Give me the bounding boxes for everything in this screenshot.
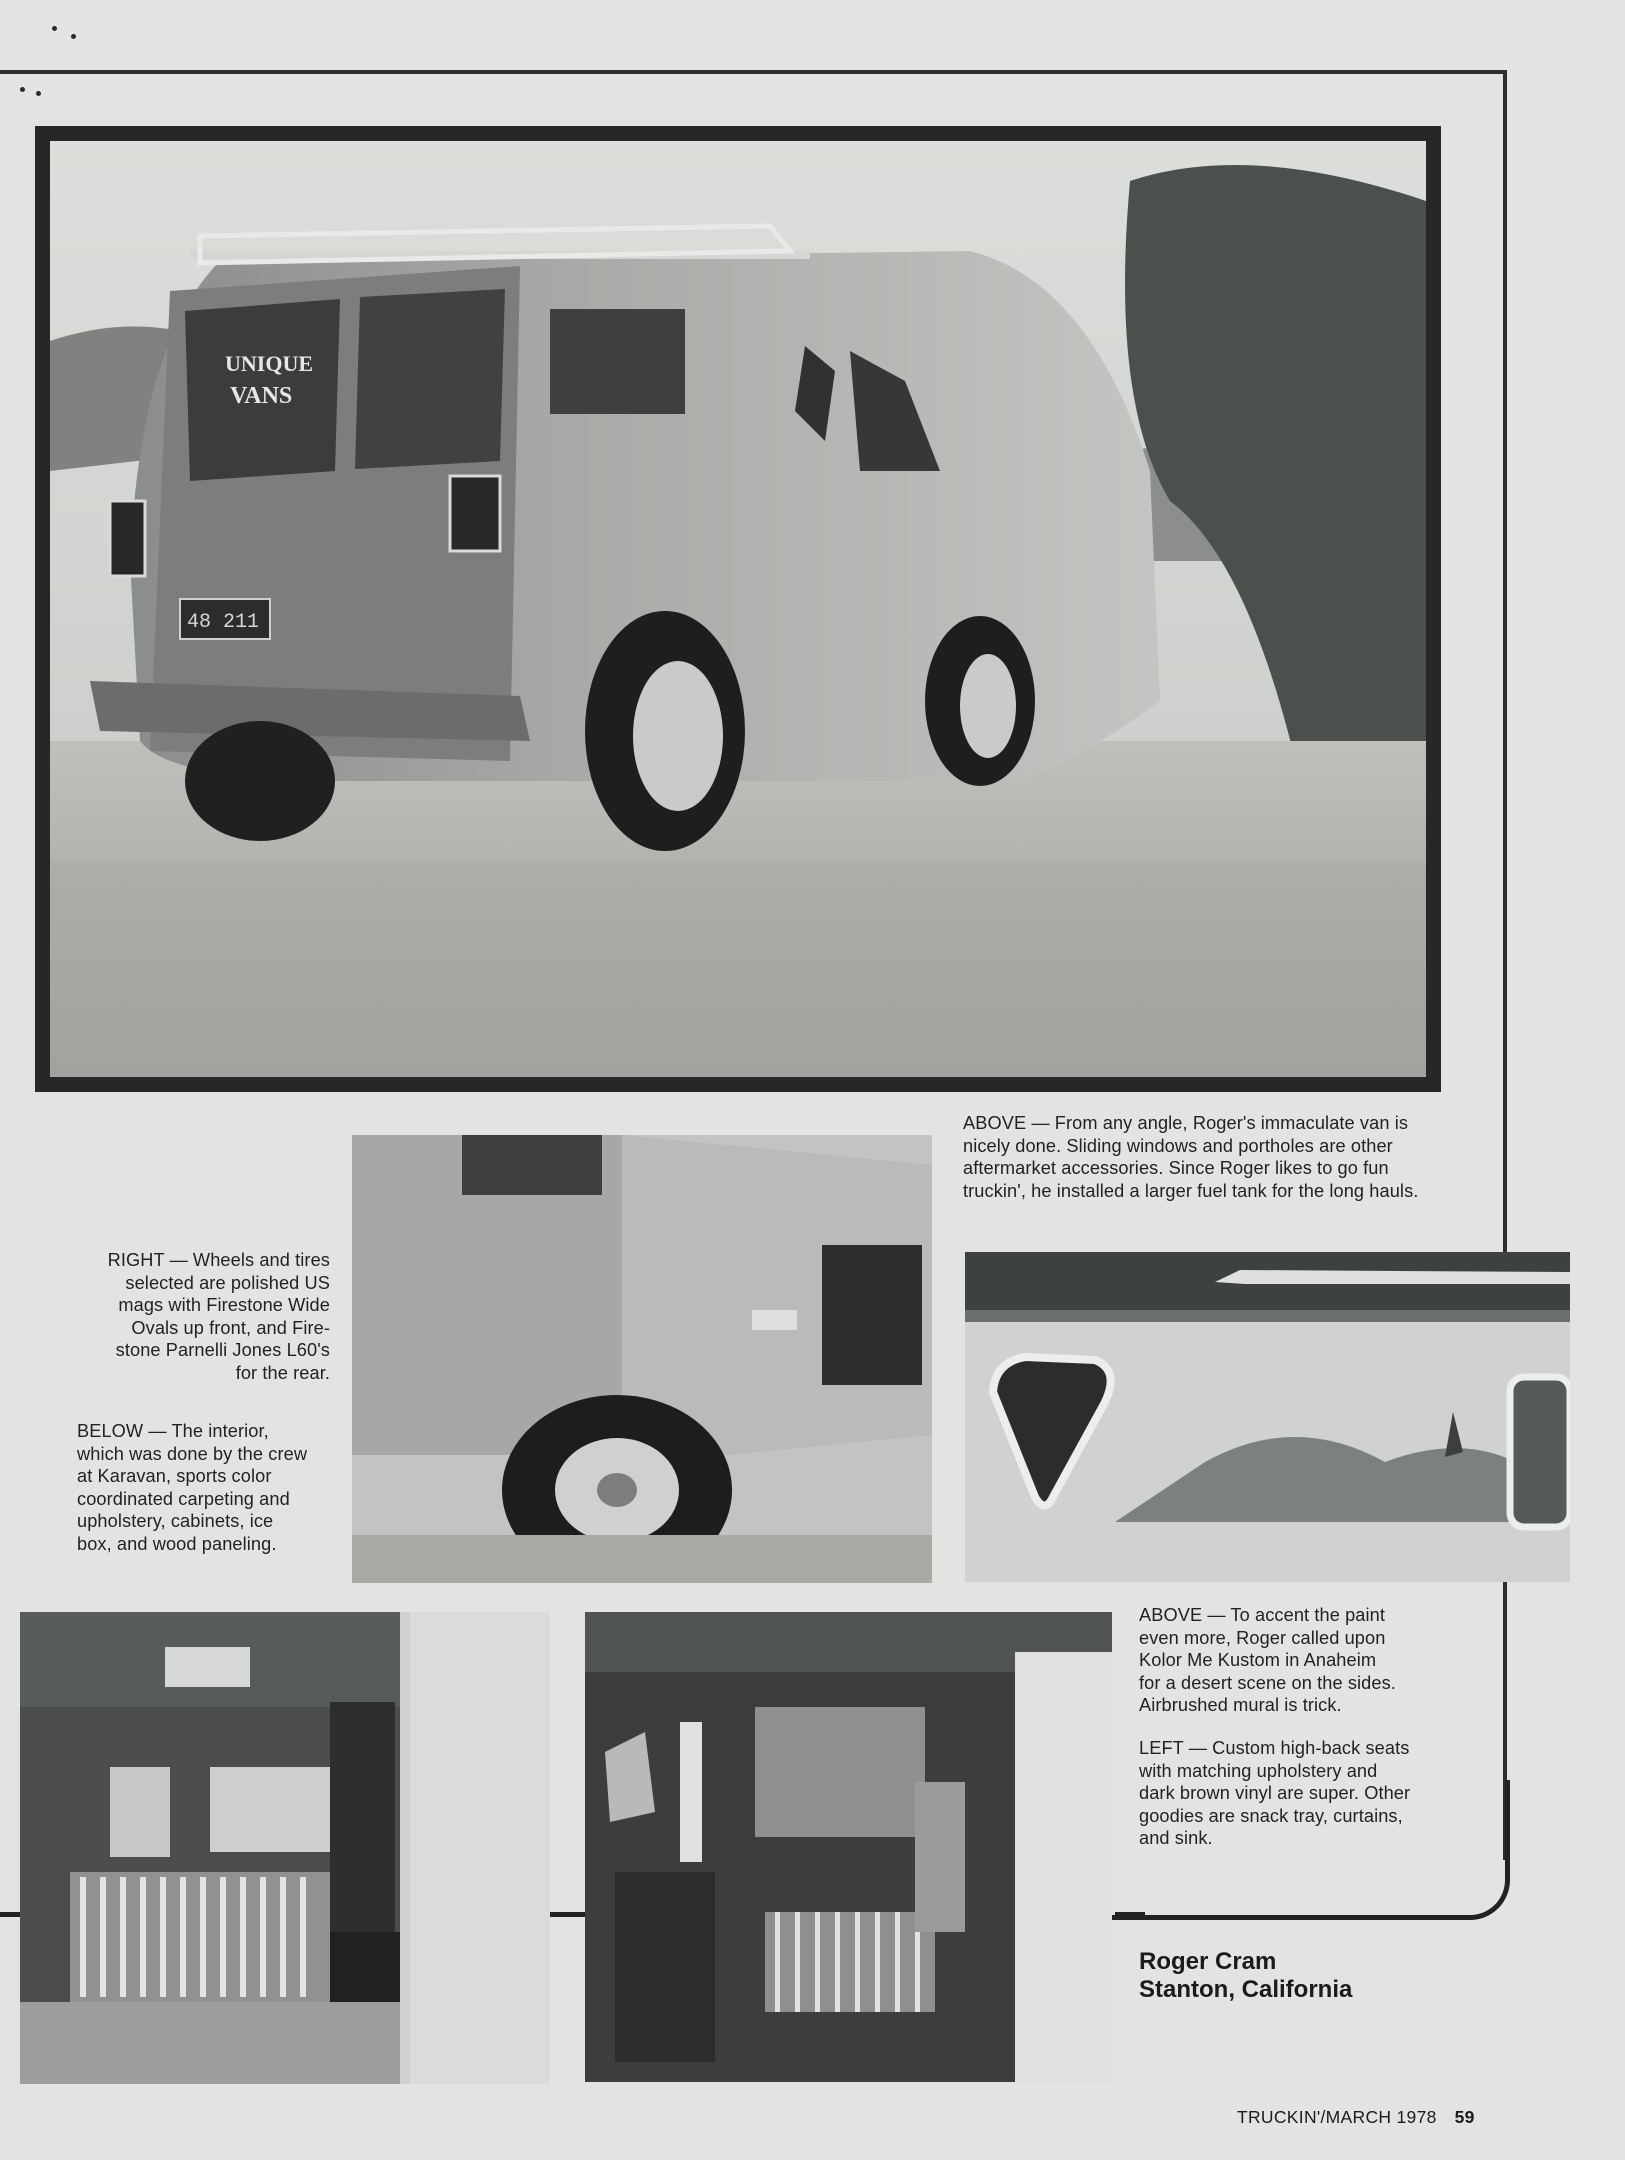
- desert-mural-illustration: [965, 1252, 1570, 1582]
- caption-line: dark brown vinyl are super. Other: [1139, 1783, 1411, 1803]
- rule-segment: [0, 1912, 20, 1917]
- caption-line: box, and wood paneling.: [77, 1533, 277, 1554]
- caption-line: coordinated carpeting and: [77, 1488, 290, 1509]
- caption-right: [60, 1249, 330, 1384]
- rule-segment: [1115, 1912, 1145, 1917]
- mural-photo: [965, 1252, 1570, 1582]
- right-rule: [1503, 70, 1507, 1860]
- caption-above-mural: [1139, 1604, 1479, 1717]
- caption-line: and sink.: [1139, 1828, 1213, 1848]
- caption-line: for the rear.: [235, 1362, 330, 1383]
- caption-line: stone Parnelli Jones L60's: [115, 1340, 330, 1360]
- interior-rear-photo: [20, 1612, 550, 2084]
- front-wheel-illustration: [352, 1135, 932, 1583]
- caption-line: Ovals up front, and Fire-: [131, 1317, 330, 1338]
- caption-line: ABOVE — To accent the paint: [1139, 1605, 1386, 1625]
- owner-name: Roger Cram: [1139, 1948, 1277, 1975]
- interior-rear-illustration: [20, 1612, 550, 2084]
- owner-location: Stanton, California: [1139, 1976, 1353, 2003]
- caption-line: with matching upholstery and: [1139, 1760, 1378, 1781]
- caption-line: at Karavan, sports color: [77, 1466, 272, 1486]
- van-rear-illustration: [50, 141, 1426, 1077]
- top-rule: [0, 70, 1505, 74]
- caption-line: even more, Roger called upon: [1139, 1627, 1386, 1648]
- caption-line: BELOW — The interior,: [77, 1421, 269, 1441]
- page-footer: [1237, 2107, 1475, 2128]
- caption-line: Airbrushed mural is trick.: [1139, 1695, 1342, 1715]
- caption-below: [77, 1420, 347, 1555]
- main-van-photo: [35, 126, 1441, 1092]
- caption-line: goodies are snack tray, curtains,: [1139, 1805, 1403, 1826]
- caption-left: [1139, 1737, 1489, 1850]
- striped-seat: [70, 1872, 330, 2002]
- caption-line: LEFT — Custom high-back seats: [1139, 1738, 1410, 1758]
- svg-text:VANS: VANS: [230, 383, 293, 409]
- svg-text:48 211: 48 211: [187, 611, 260, 634]
- caption-line: which was done by the crew: [77, 1443, 308, 1464]
- interior-front-illustration: [585, 1612, 1112, 2082]
- rule-segment: [550, 1912, 585, 1917]
- caption-above-main: ABOVE — From any angle, Roger's immaculate van is nicely done. Sliding windows and portholes are other aftermarket accessories. Since Roger likes to go fun truckin', he installed a larger fuel tank for the long hauls.: [963, 1113, 1419, 1201]
- publication-date: TRUCKIN'/MARCH 1978: [1237, 2107, 1437, 2127]
- caption-line: RIGHT — Wheels and tires: [107, 1250, 330, 1270]
- interior-front-photo: [585, 1612, 1112, 2082]
- caption-line: Kolor Me Kustom in Anaheim: [1139, 1650, 1377, 1670]
- caption-line: for a desert scene on the sides.: [1139, 1672, 1396, 1693]
- svg-text:UNIQUE: UNIQUE: [225, 351, 314, 376]
- owner-credit: [1139, 1948, 1352, 2004]
- caption-line: upholstery, cabinets, ice: [77, 1511, 274, 1531]
- caption-line: mags with Firestone Wide: [118, 1295, 330, 1315]
- front-wheel-photo: [352, 1135, 932, 1583]
- page-number: 59: [1454, 2107, 1475, 2127]
- caption-line: selected are polished US: [125, 1272, 330, 1293]
